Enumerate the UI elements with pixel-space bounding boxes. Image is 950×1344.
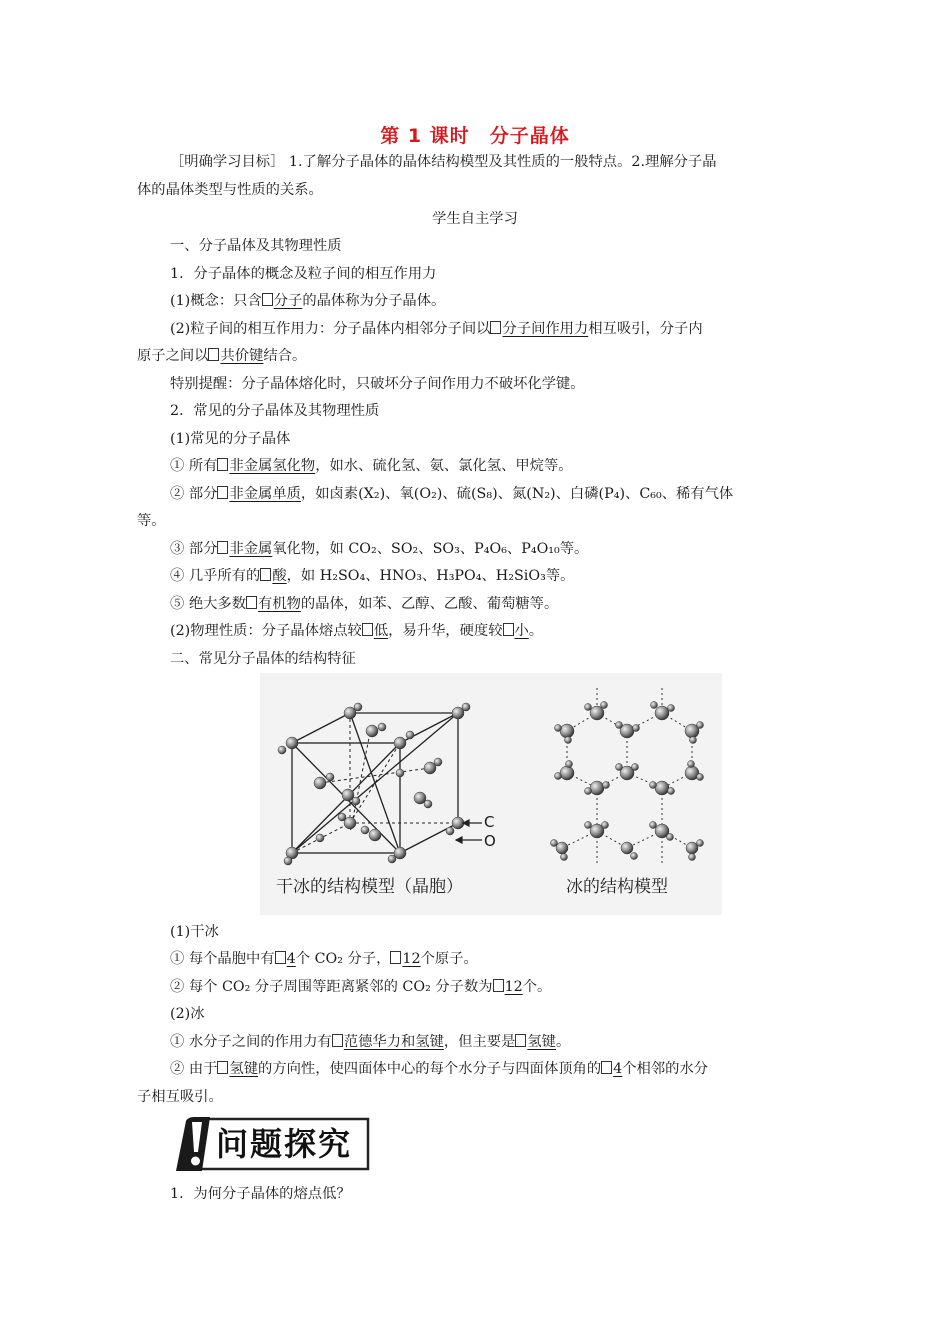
- answer-box-icon: [217, 458, 228, 471]
- ice-structure-diagram: [522, 673, 722, 868]
- answer-box-icon: [217, 1061, 228, 1074]
- interaction-line1: (2)粒子间的相互作用力：分子晶体内相邻分子间以 分子间作用力相互吸引，分子内: [170, 321, 703, 337]
- fill-answer: 分子间作用力: [490, 321, 588, 337]
- fill-answer: 分子: [262, 293, 303, 309]
- answer-box-icon: [246, 596, 257, 609]
- exclamation-icon: [182, 1118, 208, 1170]
- answer-box-icon: [503, 623, 514, 636]
- answer-box-icon: [515, 1034, 526, 1047]
- lesson-title: 第 1 课时 分子晶体: [380, 125, 570, 147]
- list-item-3: ③ 部分 非金属氧化物，如 CO₂、SO₂、SO₃、P₄O₆、P₄O₁₀等。: [170, 541, 589, 557]
- part2-heading: 二、常见分子晶体的结构特征: [170, 651, 356, 667]
- ice-caption: 冰的结构模型: [566, 877, 668, 897]
- answer-box-icon: [362, 623, 373, 636]
- list-item-4: ④ 几乎所有的 酸，如 H₂SO₄、HNO₃、H₃PO₄、H₂SiO₃等。: [170, 568, 575, 584]
- list-item-5: ⑤ 绝大多数 有机物的晶体，如苯、乙醇、乙酸、葡萄糖等。: [170, 596, 559, 612]
- list-item-1: ① 所有 非金属氢化物，如水、硫化氢、氨、氯化氢、甲烷等。: [170, 458, 573, 474]
- dry-ice-unit-cell-diagram: [260, 673, 500, 868]
- ice-item-2: ② 由于 氢键的方向性，使四面体中心的每个水分子与四面体顶角的 4个相邻的水分: [170, 1061, 709, 1077]
- physical-properties: (2)物理性质：分子晶体熔点较 低，易升华，硬度较 小。: [170, 623, 544, 639]
- fill-answer: 共价键: [208, 348, 263, 364]
- ice-item-1: ① 水分子之间的作用力有 范德华力和氢键，但主要是 氢键。: [170, 1034, 571, 1050]
- banner-title: 问题探究: [216, 1125, 353, 1163]
- dry-ice-item-1: ① 每个晶胞中有 4个 CO₂ 分子， 12个原子。: [170, 951, 478, 967]
- answer-box-icon: [493, 979, 504, 992]
- interaction-line2: 原子之间以 共价键结合。: [137, 348, 307, 364]
- dry-ice-heading: (1)干冰: [170, 924, 219, 940]
- objectives-line2: 体的晶体类型与性质的关系。: [137, 182, 323, 198]
- answer-box-icon: [490, 321, 501, 334]
- ice-heading: (2)冰: [170, 1006, 205, 1022]
- part1-heading: 一、分子晶体及其物理性质: [170, 238, 342, 254]
- list-item-2-cont: 等。: [137, 513, 166, 529]
- structure-figure: [260, 673, 722, 915]
- special-tip: 特别提醒：分子晶体熔化时，只破坏分子间作用力不破坏化学键。: [170, 376, 585, 392]
- answer-box-icon: [208, 348, 219, 361]
- dry-ice-caption: 干冰的结构模型（晶胞）: [276, 877, 463, 897]
- ice-item-2-cont: 子相互吸引。: [137, 1089, 223, 1105]
- answer-box-icon: [332, 1034, 343, 1047]
- objectives-line1: ［明确学习目标］ 1.了解分子晶体的晶体结构模型及其性质的一般特点。2.理解分子晶: [170, 154, 717, 170]
- oxygen-label: O: [484, 832, 496, 850]
- question-1: 1．为何分子晶体的熔点低？: [170, 1186, 351, 1202]
- part1-sub1: 1．分子晶体的概念及粒子间的相互作用力: [170, 266, 437, 282]
- objectives-label: ［明确学习目标］: [170, 154, 285, 170]
- answer-box-icon: [601, 1061, 612, 1074]
- answer-box-icon: [217, 541, 228, 554]
- answer-box-icon: [275, 951, 286, 964]
- dry-ice-item-2: ② 每个 CO₂ 分子周围等距离紧邻的 CO₂ 分子数为 12个。: [170, 979, 552, 995]
- answer-box-icon: [217, 486, 228, 499]
- concept-line: (1)概念：只含 分子的晶体称为分子晶体。: [170, 293, 446, 309]
- section-heading: 学生自主学习: [432, 211, 518, 227]
- answer-box-icon: [390, 951, 401, 964]
- problem-explore-banner: [174, 1115, 372, 1173]
- part1-sub2: 2．常见的分子晶体及其物理性质: [170, 403, 380, 419]
- common-heading: (1)常见的分子晶体: [170, 431, 291, 447]
- carbon-label: C: [484, 813, 495, 831]
- list-item-2: ② 部分 非金属单质，如卤素(X₂)、氧(O₂)、硫(S₈)、氮(N₂)、白磷(P₄)、C₆₀、稀有气体: [170, 486, 734, 502]
- answer-box-icon: [260, 568, 271, 581]
- answer-box-icon: [262, 293, 273, 306]
